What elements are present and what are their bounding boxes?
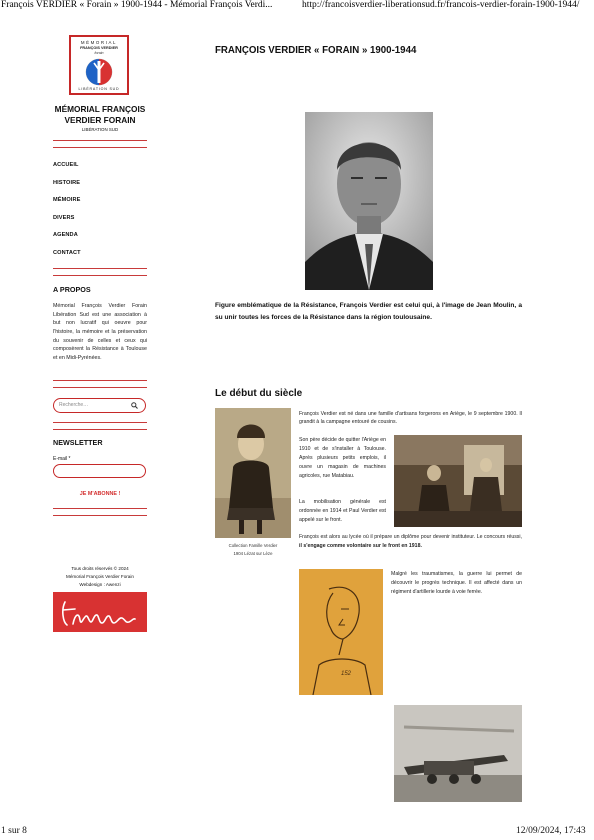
footer-org: Mémorial François Verdier Forain	[66, 574, 134, 580]
search-input[interactable]	[53, 398, 146, 413]
divider	[53, 508, 147, 516]
photo-caption	[215, 542, 291, 557]
signature-icon	[53, 592, 147, 632]
railway-gun-photo	[394, 705, 522, 802]
main-nav	[53, 162, 81, 267]
search-icon[interactable]	[131, 402, 138, 409]
site-logo[interactable]	[69, 35, 129, 95]
paragraph-father: Son père décide de quitter l'Ariège en 1910 et de s'installer à Toulouse. Après plusieurs petits emplois, il ouvre un magasin de machines agricoles, rue Matabiau.	[299, 437, 386, 480]
email-field[interactable]	[53, 464, 146, 478]
paragraph-birth: François Verdier est né dans une famille d'artisans forgerons en Ariège, le 9 septembre 1900. Il grandit à la campagne entouré de cousins.	[299, 411, 522, 426]
childhood-photo	[215, 408, 291, 538]
paragraph-lycee-text: François est alors au lycée où il prépare un diplôme pour devenir instituteur. Le concours réussi,	[299, 534, 522, 540]
site-subtitle: LIBÉRATION SUD	[81, 127, 119, 132]
site-title[interactable]: MÉMORIAL FRANÇOIS VERDIER FORAIN	[54, 104, 146, 126]
caption-line: Collection Famille Verdier	[228, 543, 278, 548]
divider	[53, 422, 147, 430]
intro-text: Figure emblématique de la Résistance, François Verdier est celui qui, à l'image de Jean Moulin, a su unir toutes les forces de la Résistance dans la région toulousaine.	[215, 302, 522, 321]
section-heading: Le début du siècle	[215, 388, 303, 399]
portrait-photo	[305, 112, 433, 290]
signature-image	[53, 592, 147, 632]
print-header-url[interactable]: http://francoisverdier-liberationsud.fr/francois-verdier-forain-1900-1944/	[302, 0, 580, 10]
paragraph-lycee-bold: il s'engage comme volontaire sur le front en 1918.	[299, 543, 422, 550]
site-footer	[48, 565, 152, 589]
logo-emblem-icon	[82, 56, 116, 86]
newsletter-heading: NEWSLETTER	[53, 438, 103, 447]
about-text: Mémorial François Verdier Forain Libération Sud est une association à but non lucratif qui oeuvre pour l'histoire, la mémoire et la préservation du souvenir de celles et ceux qui composèrent la Résistance à Toulouse et en Midi-Pyrénées.	[53, 303, 147, 361]
logo-line-forain: forain	[94, 51, 104, 55]
nav-item-contact[interactable]: CONTACT	[53, 249, 81, 256]
logo-line-name: FRANÇOIS VERDIER	[80, 46, 118, 50]
search-placeholder: Recherche…	[59, 402, 89, 408]
footer-webdesign[interactable]: Webdesign : Awenzi	[79, 582, 121, 588]
sketch-portrait	[299, 569, 383, 695]
print-timestamp: 12/09/2024, 17:43	[516, 826, 586, 836]
shop-photo	[394, 435, 522, 527]
subscribe-button[interactable]: JE M'ABONNE !	[79, 491, 121, 497]
page-counter: 1 sur 8	[1, 826, 27, 836]
about-heading: A PROPOS	[53, 285, 91, 294]
nav-item-accueil[interactable]: ACCUEIL	[53, 162, 79, 168]
email-label: E-mail *	[53, 456, 71, 462]
divider	[53, 268, 147, 276]
paragraph-lycee	[299, 533, 522, 551]
nav-item-agenda[interactable]: AGENDA	[53, 232, 78, 238]
nav-item-memoire[interactable]: MÉMOIRE	[53, 197, 81, 203]
paragraph-mobilisation: La mobilisation générale est ordonnée en 1914 et Paul Verdier est appelé sur le front.	[299, 499, 386, 524]
page-title: FRANÇOIS VERDIER « FORAIN » 1900-1944	[215, 45, 417, 56]
divider	[53, 380, 147, 388]
nav-item-divers[interactable]: DIVERS	[53, 214, 75, 221]
print-header-title: François VERDIER « Forain » 1900-1944 - Mémorial François Verdi...	[1, 0, 273, 10]
sketch-number: 152	[341, 671, 352, 677]
divider	[53, 140, 147, 148]
logo-line-memorial: MÉMORIAL	[80, 40, 118, 45]
paragraph-war: Malgré les traumatismes, la guerre lui permet de découvrir le progrès technique. Il est affecté dans un régiment d'artillerie lourde à voie ferrée.	[391, 571, 522, 595]
caption-line: 1904 Lézat sur Lèze	[233, 550, 273, 556]
footer-copyright: Tous droits réservés © 2024	[71, 566, 129, 571]
nav-item-histoire[interactable]: HISTOIRE	[53, 179, 81, 186]
logo-line-liberation: LIBÉRATION SUD	[78, 87, 120, 91]
